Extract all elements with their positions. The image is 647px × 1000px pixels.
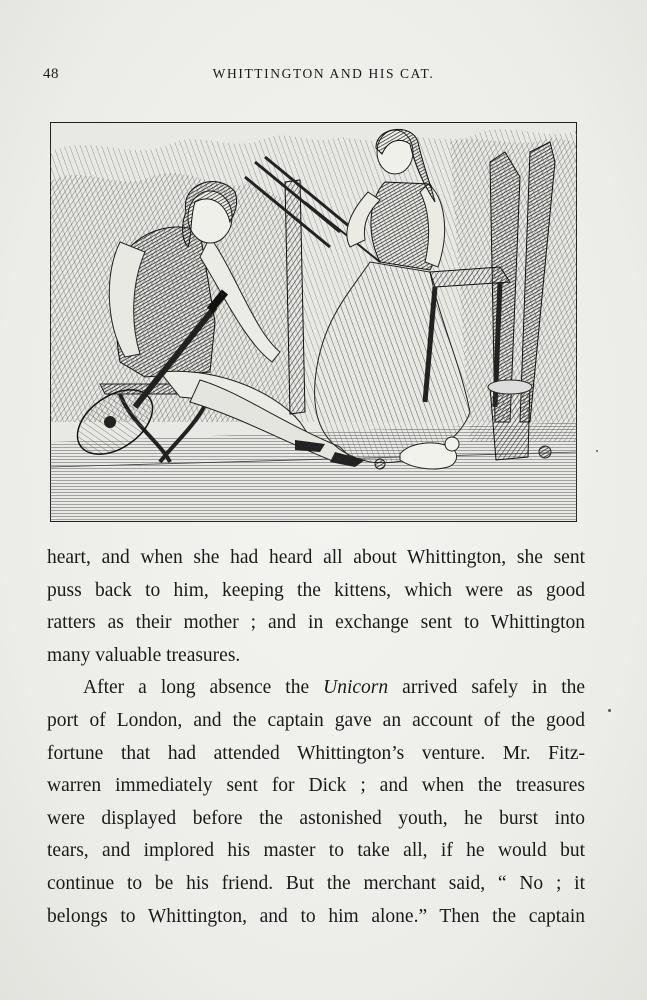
body-text xyxy=(47,542,585,933)
ship-name-italic: Unicorn xyxy=(323,677,389,699)
engraving-illustration-icon xyxy=(50,122,577,522)
text-line: belongs to Whittington, and to him alone.” Then the captain xyxy=(47,905,585,927)
text-fragment: arrived safely in the xyxy=(402,677,586,699)
paper-speck xyxy=(596,450,598,452)
text-line: continue to be his friend. But the merchant said, “ No ; it xyxy=(47,872,585,894)
paper-speck xyxy=(608,709,611,712)
text-line: many valuable treasures. xyxy=(47,644,241,666)
text-line: were displayed before the astonished youth, he burst into xyxy=(47,807,585,829)
page-number: 48 xyxy=(43,66,59,82)
text-fragment: After a long absence the xyxy=(83,677,310,699)
paragraph-first-line xyxy=(47,672,585,705)
engraving-illustration xyxy=(50,122,577,522)
text-line: ratters as their mother ; and in exchange sent to Whittington xyxy=(47,612,585,634)
text-line: puss back to him, keeping the kittens, which were as good xyxy=(47,579,585,601)
running-title: WHITTINGTON AND HIS CAT. xyxy=(212,66,435,81)
text-line: warren immediately sent for Dick ; and when the treasures xyxy=(47,775,585,797)
text-line: heart, and when she had heard all about Whittington, she sent xyxy=(47,547,585,568)
running-head xyxy=(0,66,647,86)
text-line: fortune that had attended Whittington’s venture. Mr. Fitz- xyxy=(47,742,585,764)
text-line: tears, and implored his master to take all, if he would but xyxy=(47,840,585,862)
text-line: port of London, and the captain gave an account of the good xyxy=(47,709,585,731)
